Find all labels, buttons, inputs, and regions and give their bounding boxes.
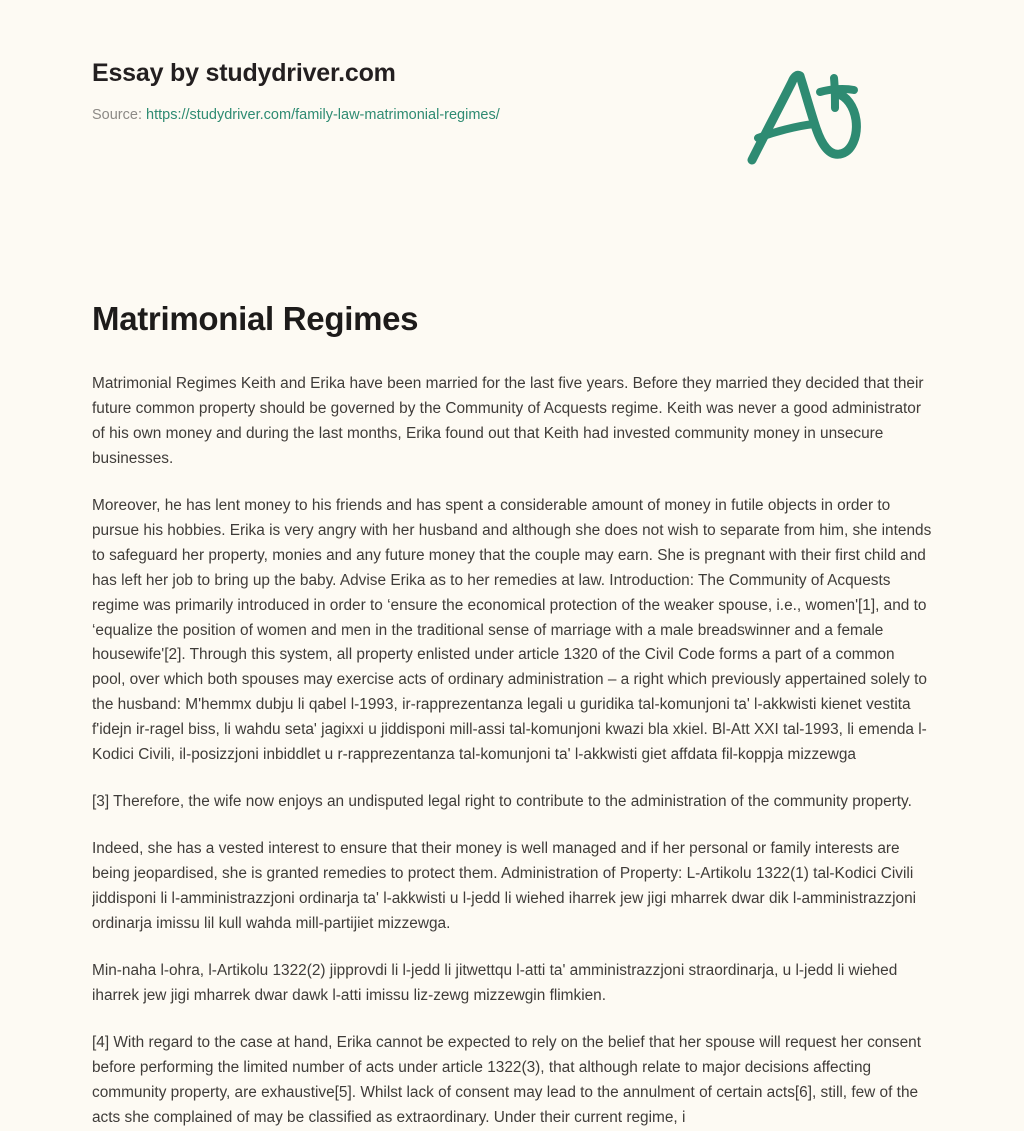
paragraph: Indeed, she has a vested interest to ensure that their money is well managed and if her personal or family interests are being jeopardised, she is granted remedies to protect them. Administration of Property: L-Artikolu 1322(1) tal-Kodici Civili jiddisponi li l-amministrazzjoni ordinarja ta' l-akkwisti u l-jedd li wiehed iharrek jew jigi mharrek dwar dik l-amministrazzjoni ordinarja imissu lil kull wahda mill-partijiet mizzewga.: [92, 840, 917, 933]
paragraph: Moreover, he has lent money to his friends and has spent a considerable amount of money in futile objects in order to pursue his hobbies. Erika is very angry with her husband and although she does not wish to separate from him, she intends to safeguard her property, monies and any future money that the couple may earn. She is pregnant with their first child and has left her job to bring up the baby. Advise Erika as to her remedies at law. Introduction: The Community of Acquests regime was primarily introduced in order to ‘ensure the economical protection of the weaker spouse, i.e., women'[1], and to ‘equalize the position of women and men in the traditional sense of marriage with a male breadswinner and a female housewife'[2]. Through this system, all property enlisted under article 1320 of the Civil Code forms a part of a common pool, over which both spouses may exercise acts of ordinary administration – a right which previously appertained solely to the husband: M'hemmx dubju li qabel l-1993, ir-rapprezentanza legali u guridika tal-komunjoni ta' l-akkwisti kienet vestita f'idejn ir-ragel biss, li wahdu seta' jagixxi u jiddisponi mill-assi tal-komunjoni kwazi bla xkiel. Bl-Att XXI tal-1993, li emenda l-Kodici Civili, il-posizzjoni inbiddlet u r-rapprezentanza tal-komunjoni ta' l-akkwisti giet affdata fil-koppja mizzewga: [92, 496, 932, 764]
source-label: Source:: [92, 107, 142, 123]
paragraph: Min-naha l-ohra, l-Artikolu 1322(2) jipprovdi li l-jedd li jitwettqu l-atti ta' amministrazzjoni straordinarja, u l-jedd li wiehed iharrek jew jigi mharrek dwar dawk l-atti imissu liz-zewg mizzewgin flimkien.: [92, 962, 898, 1004]
source-link[interactable]: https://studydriver.com/family-law-matrimonial-regimes/: [146, 107, 500, 123]
paragraph: [4] With regard to the case at hand, Erika cannot be expected to rely on the belief that her spouse will request her consent before performing the limited number of acts under article 1322(3), that although relate to major decisions affecting community property, are exhaustive[5]. Whilst lack of consent may lead to the annulment of certain acts[6], still, few of the acts she complained of may be classified as extraordinary. Under their current regime, i: [92, 1033, 922, 1126]
studydriver-logo-icon: [734, 62, 874, 172]
paragraph: [3] Therefore, the wife now enjoys an undisputed legal right to contribute to the administration of the community property.: [92, 793, 912, 811]
page-title: Matrimonial Regimes: [92, 300, 419, 337]
paragraph: Matrimonial Regimes Keith and Erika have been married for the last five years. Before they married they decided that their future common property should be governed by the Community of Acquests regime. Keith was never a good administrator of his own money and during the last months, Erika found out that Keith had invested community money in unsecure businesses.: [92, 374, 924, 467]
article-body: [92, 372, 932, 1131]
page-header: [92, 0, 932, 188]
brand-title: Essay by studydriver.com: [92, 59, 396, 87]
